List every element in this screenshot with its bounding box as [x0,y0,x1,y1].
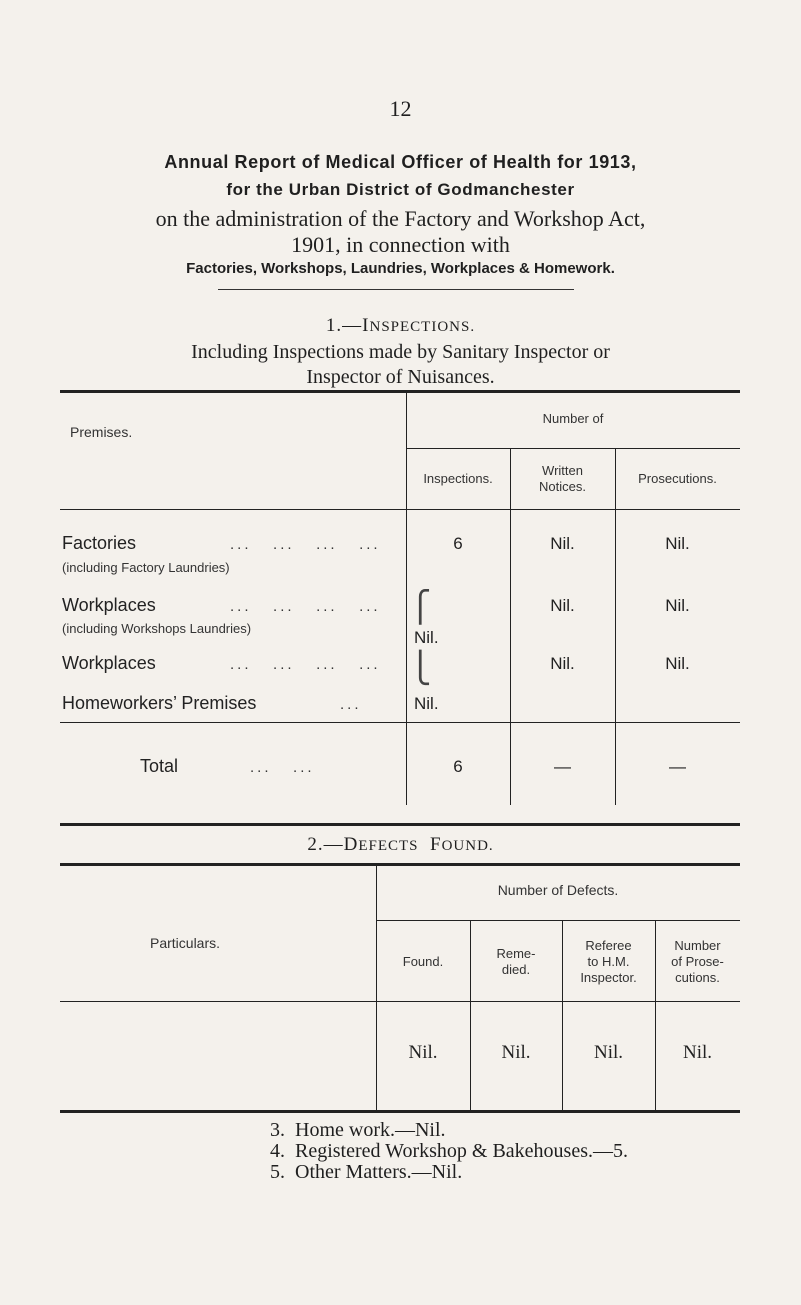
report-act-line-2: 1901, in connection with [291,232,510,257]
col-prosecutions-line-1: Number [674,938,721,953]
table-2-header-rule [60,1001,740,1002]
col-referee-line-1: Referee [585,938,632,953]
row-workplaces-prosecutions: Nil. [665,654,690,673]
total-prosecutions: — [669,757,686,776]
report-district: for the Urban District of Godmanchester [226,180,575,199]
row-workshops-inspections: Nil. [414,628,439,647]
table-2-divider-1 [376,866,377,1110]
report-scope: Factories, Workshops, Laundries, Workplaces & Homework. [186,260,615,277]
row-factories-dots [230,536,381,553]
defects-found: Nil. [408,1042,438,1063]
col-remedied-line-2: died. [501,962,531,977]
section-2-heading [0,834,801,856]
section-1-heading [0,315,801,337]
col-written-notices [510,463,615,495]
table-1-group-rule [406,448,740,449]
col-prosecutions-line-3: cutions. [675,970,720,985]
table-1-top-rule [60,390,740,393]
list-item-number: 4. [270,1140,285,1162]
total-label: Total [140,756,179,776]
total-notices: — [554,757,571,776]
dots-2: ... [293,759,315,776]
col-written-notices-line-2: Notices. [539,479,586,494]
row-workshops-dots [230,598,381,615]
dots-4: ... [359,536,381,553]
table-2-bottom-rule [60,1110,740,1113]
defects-remedied: Nil. [501,1042,531,1063]
row-workplaces-label: Workplaces [62,653,156,673]
col-number-of-defects: Number of Defects. [497,882,619,898]
row-workshops-prosecutions: Nil. [665,596,690,615]
defects-prosecutions: Nil. [682,1042,713,1063]
dots-1: ... [230,598,252,615]
col-remedied [470,946,562,978]
brace-top: ⎧ [409,591,432,624]
report-title: Annual Report of Medical Officer of Health for 1913, [164,152,637,172]
list-item-text: Home work.—Nil. [295,1119,446,1141]
row-factories-inspections: 6 [453,534,463,553]
row-workplaces-notices: Nil. [550,654,575,673]
section-1-subtitle [0,340,801,390]
col-prosecutions: Prosecutions. [638,471,717,486]
row-homeworkers-dots: ... [340,696,362,713]
list-item-registered-workshop [270,1141,628,1162]
table-2-group-rule [376,920,740,921]
list-item-other-matters [270,1162,462,1183]
section-1-subtitle-line-2: Inspector of Nuisances. [306,366,495,388]
row-factories-prosecutions: Nil. [665,534,690,553]
row-homeworkers-inspections: Nil. [414,694,439,713]
col-particulars: Particulars. [150,935,221,951]
dots-3: ... [316,656,338,673]
table-1-header-rule [60,509,740,510]
section-2-title-cap-2: F [430,834,442,855]
dots-3: ... [316,536,338,553]
dots-4: ... [359,656,381,673]
table-1-bottom-rule [60,823,740,826]
section-2-title-rest-1: EFECTS [358,838,419,854]
list-item-text: Other Matters.—Nil. [295,1161,463,1183]
brace-bottom: ⎩ [409,652,432,685]
col-number-of: Number of [542,411,604,426]
dots-2: ... [273,598,295,615]
list-item-number: 3. [270,1119,285,1141]
section-2-title-cap-1: D [343,834,359,855]
row-workshops-label: Workplaces [62,595,156,615]
page-number: 12 [389,96,412,121]
list-item-text: Registered Workshop & Bakehouses.—5. [295,1140,628,1162]
row-factories-notices: Nil. [550,534,575,553]
dots-3: ... [316,598,338,615]
section-1-subtitle-line-1: Including Inspections made by Sanitary Inspector or [191,341,610,363]
section-1-title-rest: NSPECTIONS. [369,319,476,335]
report-act [0,206,801,258]
col-written-notices-line-1: Written [542,463,583,478]
total-dots [250,759,315,776]
dots-1: ... [250,759,272,776]
dots-2: ... [273,656,295,673]
dots-1: ... [230,656,252,673]
report-act-line-1: on the administration of the Factory and Workshop Act, [155,206,646,231]
table-1-divider-2 [510,449,511,805]
col-inspections: Inspections. [423,471,493,486]
total-inspections: 6 [453,757,463,776]
table-2-top-rule [60,863,740,866]
col-referee-line-2: to H.M. [587,954,630,969]
table-1-divider-1 [406,393,407,805]
col-referee [562,938,655,986]
table-1-total-rule [60,722,740,723]
list-item-home-work [270,1120,446,1141]
section-2-title-rest-2: OUND. [441,838,494,854]
dots-2: ... [273,536,295,553]
section-2-dash: — [323,834,344,855]
section-2-number: 2. [307,834,324,855]
row-workshops-notices: Nil. [550,596,575,615]
section-1-dash: — [342,315,363,336]
row-workshops-sublabel: (including Workshops Laundries) [62,621,252,636]
row-factories-label: Factories [62,533,137,553]
col-found: Found. [402,954,444,969]
col-prosecutions-line-2: of Prose- [671,954,724,969]
col-referee-line-3: Inspector. [580,970,637,985]
section-1-number: 1. [325,315,343,336]
list-item-number: 5. [270,1161,285,1183]
col-number-of-prosecutions [655,938,740,986]
heading-divider [218,289,574,290]
row-factories-sublabel: (including Factory Laundries) [62,560,230,575]
dots-4: ... [359,598,381,615]
row-workplaces-dots [230,656,381,673]
col-premises: Premises. [70,424,133,440]
table-1-divider-3 [615,449,616,805]
row-homeworkers-label: Homeworkers’ Premises [62,693,257,713]
section-1-title-cap: I [362,315,370,336]
dots-1: ... [230,536,252,553]
defects-referee: Nil. [593,1042,624,1063]
col-remedied-line-1: Reme- [496,946,536,961]
